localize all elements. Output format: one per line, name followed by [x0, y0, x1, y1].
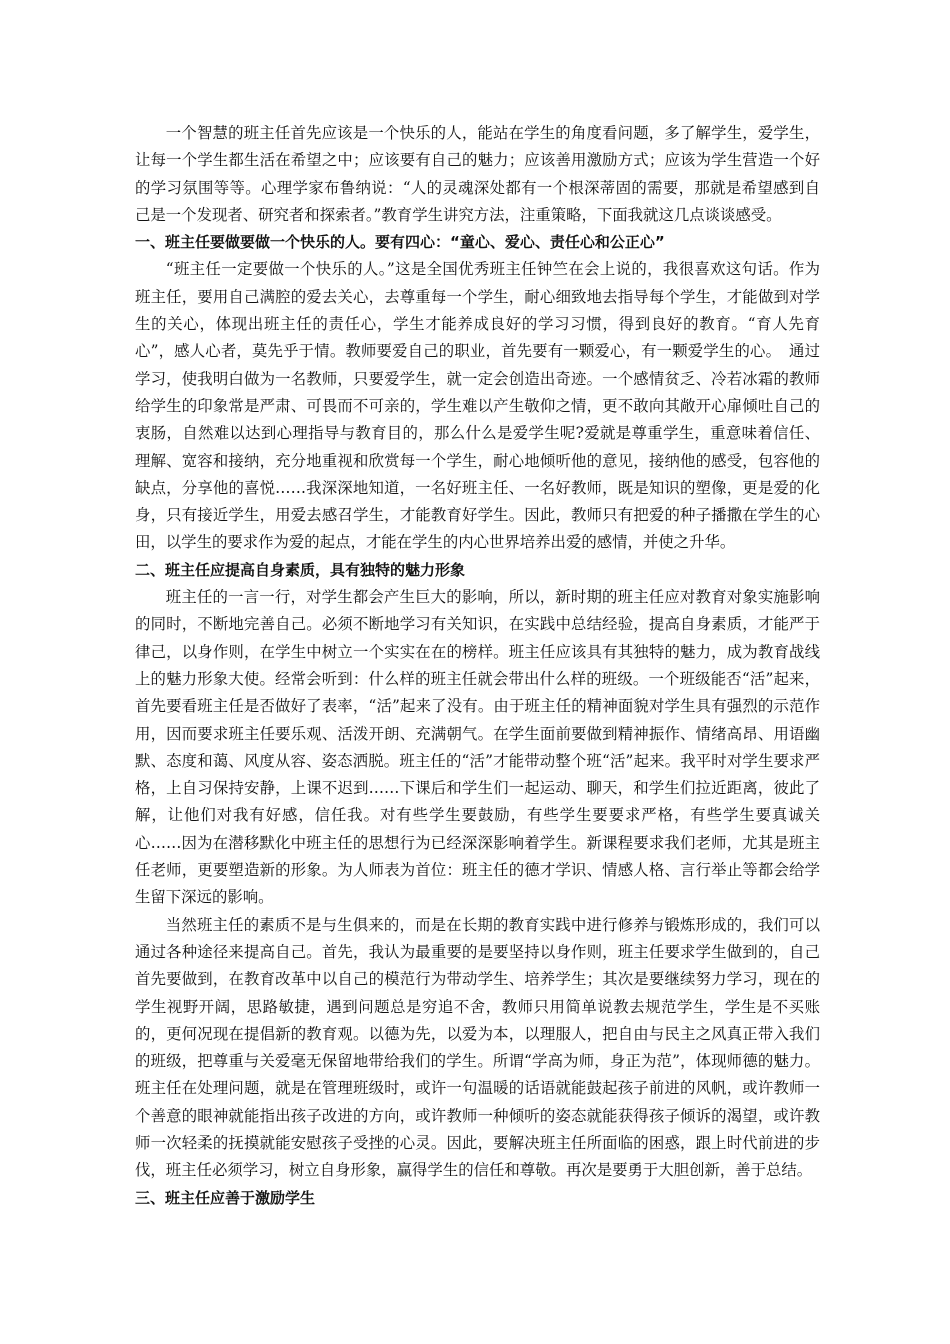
section-2-paragraph-1: 班主任的一言一行，对学生都会产生巨大的影响，所以，新时期的班主任应对教育对象实施影响的同时，不断地完善自己。必须不断地学习有关知识，在实践中总结经验，提高自身素质，才能严于律己，以身作则，在学生中树立一个实实在在的榜样。班主任应该具有其独特的魅力，成为教育战线上的魅力形象大使。经常会听到：什么样的班主任就会带出什么样的班级。一个班级能否“活”起来，首先要看班主任是否做好了表率，“活”起来了没有。由于班主任的精神面貌对学生具有强烈的示范作用，因而要求班主任要乐观、活泼开朗、充满朝气。在学生面前要做到精神振作、情绪高昂、用语幽默、态度和蔼、风度从容、姿态洒脱。班主任的“活”才能带动整个班“活”起来。我平时对学生要求严格，上自习保持安静，上课不迟到……下课后和学生们一起运动、聊天，和学生们拉近距离，彼此了解，让他们对我有好感，信任我。对有些学生要鼓励，有些学生要要求严格，有些学生要真诚关心……因为在潜移默化中班主任的思想行为已经深深影响着学生。新课程要求我们老师，尤其是班主任老师，更要塑造新的形象。为人师表为首位：班主任的德才学识、情感人格、言行举止等都会给学生留下深远的影响。 [135, 588, 820, 907]
section-2-paragraph-2: 当然班主任的素质不是与生俱来的，而是在长期的教育实践中进行修养与锻炼形成的，我们可以通过各种途径来提高自己。首先，我认为最重要的是要坚持以身作则，班主任要求学生做到的，自己首先要做到，在教育改革中以自己的模范行为带动学生、培养学生；其次是要继续努力学习，现在的学生视野开阔，思路敏捷，遇到问题总是穷追不舍，教师只用简单说教去规范学生，学生是不买账的，更何况现在提倡新的教育观。以德为先，以爱为本，以理服人，把自由与民主之风真正带入我们的班级，把尊重与关爱毫无保留地带给我们的学生。所谓“学高为师，身正为范”，体现师德的魅力。班主任在处理问题，就是在管理班级时，或许一句温暖的话语就能鼓起孩子前进的风帆，或许教师一个善意的眼神就能指出孩子改进的方向，或许教师一种倾听的姿态就能获得孩子倾诉的渴望，或许教师一次轻柔的抚摸就能安慰孩子受挫的心灵。因此，要解决班主任所面临的困惑，跟上时代前进的步伐，班主任必须学习，树立自身形象，赢得学生的信任和尊敬。再次是要勇于大胆创新，善于总结。 [135, 915, 820, 1180]
section-1-paragraph: “班主任一定要做一个快乐的人。”这是全国优秀班主任钟竺在会上说的，我很喜欢这句话。作为班主任，要用自己满腔的爱去关心，去尊重每一个学生，耐心细致地去指导每个学生，才能做到对学生的关心，体现出班主任的责任心，学生才能养成良好的学习习惯，得到良好的教育。“育人先育心”，感人心者，莫先乎于情。教师要爱自己的职业，首先要有一颗爱心，有一颗爱学生的心。 通过学习，使我明白做为一名教师，只要爱学生，就一定会创造出奇迹。一个感情贫乏、冷若冰霜的教师给学生的印象常是严肃、可畏而不可亲的，学生难以产生敬仰之情，更不敢向其敞开心扉倾吐自己的衷肠，自然难以达到心理指导与教育目的，那么什么是爱学生呢?爱就是尊重学生，重意味着信任、理解、宽容和接纳，充分地重视和欣赏每一个学生，耐心地倾听他的意见，接纳他的感受，包容他的缺点，分享他的喜悦……我深深地知道，一名好班主任、一名好教师，既是知识的塑像，更是爱的化身，只有接近学生，用爱去感召学生，才能教育好学生。因此，教师只有把爱的种子播撒在学生的心田，以学生的要求作为爱的起点，才能在学生的内心世界培养出爱的感情，并使之升华。 [135, 260, 820, 552]
section-heading-2: 二、班主任应提高自身素质，具有独特的魅力形象 [135, 560, 466, 579]
section-heading-3: 三、班主任应善于激励学生 [135, 1188, 316, 1207]
section-heading-1: 一、班主任要做要做一个快乐的人。要有四心：“童心、爱心、责任心和公正心” [135, 233, 665, 252]
document-page [135, 120, 820, 1212]
intro-paragraph: 一个智慧的班主任首先应该是一个快乐的人，能站在学生的角度看问题，多了解学生，爱学生，让每一个学生都生活在希望之中；应该要有自己的魅力；应该善用激励方式；应该为学生营造一个好的学习氛围等等。心理学家布鲁纳说：“人的灵魂深处都有一个根深蒂固的需要，那就是希望感到自己是一个发现者、研究者和探索者。”教育学生讲究方法，注重策略，下面我就这几点谈谈感受。 [135, 124, 820, 224]
